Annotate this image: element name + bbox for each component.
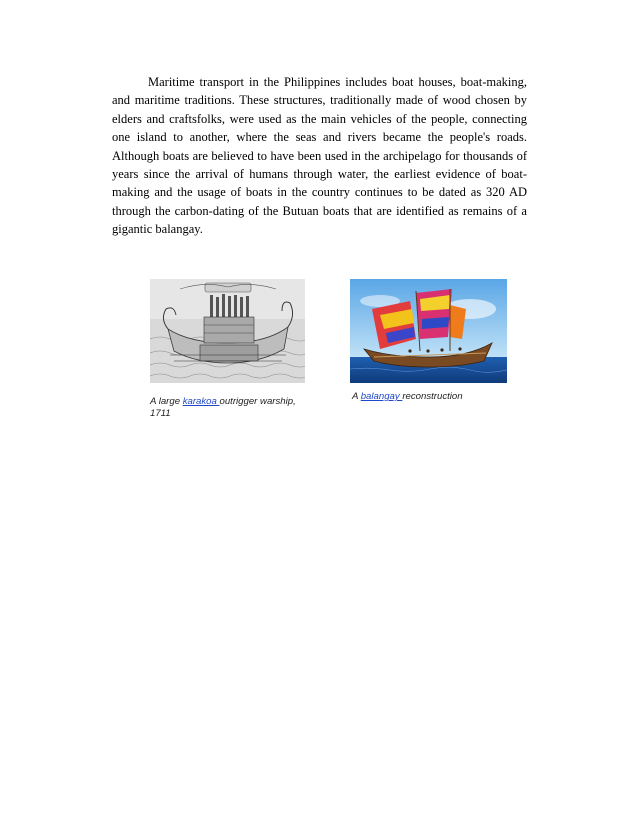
balangay-image [350,279,507,383]
karakoa-link[interactable]: karakoa [182,396,220,407]
balangay-caption [352,391,512,403]
balangay-caption-prefix: A [352,391,361,402]
balangay-figure [350,279,507,383]
balangay-link[interactable]: balangay [360,391,403,402]
balangay-photo [350,279,507,383]
karakoa-image [150,279,305,383]
karakoa-caption-prefix: A large [150,396,183,407]
karakoa-caption [150,396,300,420]
karakoa-caption-suffix: outrigger warship, 1711 [150,396,296,419]
body-paragraph: Maritime transport in the Philippines includes boat houses, boat-making, and maritime traditions. These structures, traditionally made of wood chosen by elders and craftsfolks, were used as the main vehicles of the people, connecting one island to another, where the seas and rivers became the people's roads. Although boats are believed to have been used in the archipelago for thousands of years since the arrival of humans through water, the earliest evidence of boat-making and the usage of boats in the country continues to be dated as 320 AD through the carbon-dating of the Butuan boats that are identified as remains of a gigantic balangay. [112,75,527,237]
karakoa-figure [150,279,305,383]
karakoa-engraving [150,279,305,383]
balangay-caption-suffix: reconstruction [402,391,463,402]
